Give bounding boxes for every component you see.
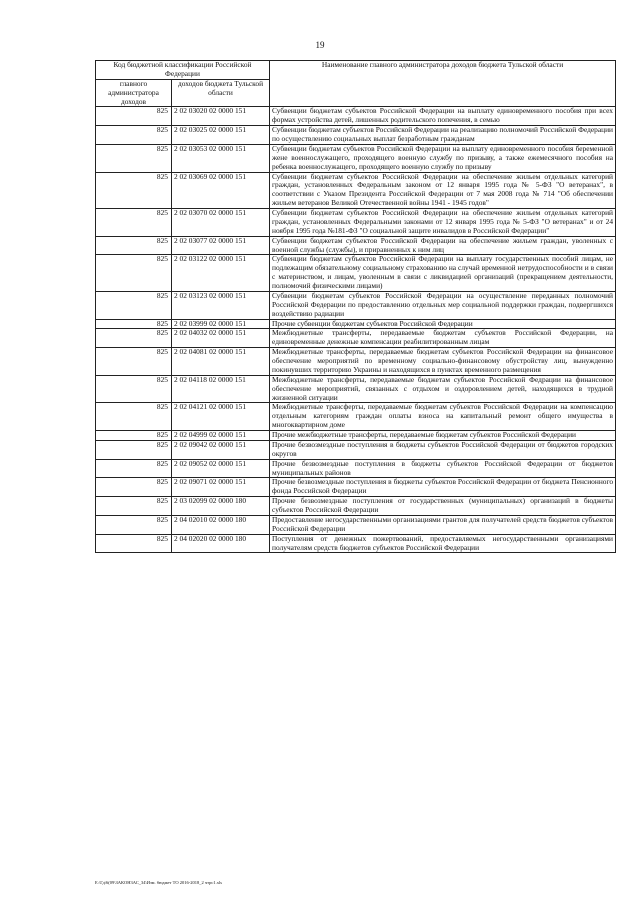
admin-code-cell: 825: [96, 534, 172, 553]
income-code-cell: 2 02 04032 02 0000 151: [172, 329, 270, 348]
table-row: [96, 329, 616, 348]
income-name-cell: Межбюджетные трансферты, передаваемые бюджетам субъектов Российской Федерации на компенсацию отдельным категориям граждан оплаты взноса на капитальный ремонт общего имущества в многоквартирном доме: [270, 403, 616, 431]
income-code-cell: 2 02 03999 02 0000 151: [172, 319, 270, 329]
file-path-footer: E:\Гд\6(09\ЗАКОН3АС_34\Изм. бюджет ТО 2016-2018_2 чтрс1.xls: [95, 880, 222, 885]
table-row: [96, 236, 616, 255]
income-name-cell: Прочие межбюджетные трансферты, передаваемые бюджетам субъектов Российской Федерации: [270, 431, 616, 441]
header-admin-code: главного администратора доходов: [96, 79, 172, 107]
table-row: [96, 534, 616, 553]
table-row: [96, 126, 616, 145]
income-name-cell: Субвенции бюджетам субъектов Российской Федерации на реализацию полномочий Российской Федерации по осуществлению социальных выплат безработным гражданам: [270, 126, 616, 145]
income-code-cell: 2 02 03020 02 0000 151: [172, 107, 270, 126]
income-code-cell: 2 02 09042 02 0000 151: [172, 440, 270, 459]
budget-classification-table: [95, 60, 616, 553]
table-row: [96, 403, 616, 431]
page-number: 19: [315, 40, 325, 50]
admin-code-cell: 825: [96, 459, 172, 478]
income-name-cell: Субвенции бюджетам субъектов Российской Федерации на осуществление переданных полномочий Российской Федерации по предоставлению отдельных мер социальной поддержки граждан, подвергшихся воздействию радиации: [270, 291, 616, 319]
income-name-cell: Субвенции бюджетам субъектов Российской Федерации на выплату государственных пособий лицам, не подлежащим обязательному социальному страхованию на случай временной нетрудоспособности и в связи с материнством, и лицам, уволенным в связи с ликвидацией организаций (прекращением деятельности, полномочий физическими лицами): [270, 255, 616, 292]
income-name-cell: Прочие безвозмездные поступления в бюджеты субъектов Российской Федерации от бюджетов городских округов: [270, 440, 616, 459]
admin-code-cell: 825: [96, 440, 172, 459]
income-code-cell: 2 02 04121 02 0000 151: [172, 403, 270, 431]
income-name-cell: Прочие субвенции бюджетам субъектов Российской Федерации: [270, 319, 616, 329]
income-code-cell: 2 03 02099 02 0000 180: [172, 497, 270, 516]
income-code-cell: 2 02 09052 02 0000 151: [172, 459, 270, 478]
income-name-cell: Предоставление негосударственными организациями грантов для получателей средств бюджетов субъектов Российской Федерации: [270, 515, 616, 534]
table-row: [96, 515, 616, 534]
income-name-cell: Субвенции бюджетам субъектов Российской Федерации на обеспечение жильем граждан, уволенных с военной службы (службы), и приравненных к ним лиц: [270, 236, 616, 255]
table-row: [96, 431, 616, 441]
income-code-cell: 2 02 03123 02 0000 151: [172, 291, 270, 319]
income-name-cell: Межбюджетные трансферты, передаваемые бюджетам субъектов Российской Федерации на финансовое обеспечение мероприятий по временному социально-финансовому обустройству лиц, вынужденно покинувших территорию Украины и находящихся в пунктах временного размещения: [270, 348, 616, 376]
income-name-cell: Субвенции бюджетам субъектов Российской Федерации на обеспечение жильем отдельных категорий граждан, установленных Федеральными законами от 12 января 1995 года № 5-ФЗ "О ветеранах" и от 24 ноября 1995 года №181-ФЗ "О социальной защите инвалидов в Российской Федерации": [270, 209, 616, 237]
table-row: [96, 478, 616, 497]
admin-code-cell: 825: [96, 209, 172, 237]
admin-code-cell: 825: [96, 144, 172, 172]
table-row: [96, 144, 616, 172]
admin-code-cell: 825: [96, 478, 172, 497]
income-code-cell: 2 04 02020 02 0000 180: [172, 534, 270, 553]
income-code-cell: 2 02 04081 02 0000 151: [172, 348, 270, 376]
admin-code-cell: 825: [96, 319, 172, 329]
income-code-cell: 2 02 03077 02 0000 151: [172, 236, 270, 255]
income-name-cell: Прочие безвозмездные поступления от государственных (муниципальных) организаций в бюджеты субъектов Российской Федерации: [270, 497, 616, 516]
admin-code-cell: 825: [96, 172, 172, 209]
admin-code-cell: 825: [96, 329, 172, 348]
admin-code-cell: 825: [96, 107, 172, 126]
table-row: [96, 459, 616, 478]
admin-code-cell: 825: [96, 431, 172, 441]
admin-code-cell: 825: [96, 403, 172, 431]
income-name-cell: Прочие безвозмездные поступления в бюджеты субъектов Российской Федерации от бюджета Пенсионного фонда Российской Федерации: [270, 478, 616, 497]
admin-code-cell: 825: [96, 255, 172, 292]
admin-code-cell: 825: [96, 497, 172, 516]
income-code-cell: 2 02 04999 02 0000 151: [172, 431, 270, 441]
income-name-cell: Прочие безвозмездные поступления в бюджеты субъектов Российской Федерации от бюджетов муниципальных районов: [270, 459, 616, 478]
table-row: [96, 348, 616, 376]
income-code-cell: 2 02 03122 02 0000 151: [172, 255, 270, 292]
table-row: [96, 375, 616, 403]
admin-code-cell: 825: [96, 515, 172, 534]
table-row: [96, 440, 616, 459]
income-name-cell: Субвенции бюджетам субъектов Российской Федерации на выплату единовременного пособия при всех формах устройства детей, лишенных родительского попечения, в семью: [270, 107, 616, 126]
table-row: [96, 107, 616, 126]
income-name-cell: Субвенции бюджетам субъектов Российской Федерации на обеспечение жильем отдельных категорий граждан, установленных Федеральным законом от 12 января 1995 года № 5-ФЗ "О ветеранах", в соответствии с Указом Президента Российской Федерации от 7 мая 2008 года № 714 "Об обеспечении жильем ветеранов Великой Отечественной войны 1941 - 1945 годов": [270, 172, 616, 209]
income-name-cell: Межбюджетные трансферты, передаваемые бюджетам субъектов Российской Федрации на финансовое обеспечение мероприятий, связанных с отдыхом и оздоровлением детей, находящихся в трудной жизненной ситуации: [270, 375, 616, 403]
income-code-cell: 2 02 04118 02 0000 151: [172, 375, 270, 403]
table-row: [96, 291, 616, 319]
admin-code-cell: 825: [96, 291, 172, 319]
income-code-cell: 2 02 03070 02 0000 151: [172, 209, 270, 237]
income-name-cell: Поступления от денежных пожертвований, предоставляемых негосударственными организациями получателям средств бюджетов субъектов Российской Федерации: [270, 534, 616, 553]
income-code-cell: 2 02 03069 02 0000 151: [172, 172, 270, 209]
admin-code-cell: 825: [96, 236, 172, 255]
income-code-cell: 2 02 03053 02 0000 151: [172, 144, 270, 172]
income-code-cell: 2 02 03025 02 0000 151: [172, 126, 270, 145]
table-row: [96, 172, 616, 209]
table-row: [96, 497, 616, 516]
header-administrator-name: Наименование главного администратора доходов бюджета Тульской области: [270, 61, 616, 107]
admin-code-cell: 825: [96, 126, 172, 145]
admin-code-cell: 825: [96, 348, 172, 376]
header-classification-group: Код бюджетной классификации Российской Федерации: [96, 61, 270, 80]
income-code-cell: 2 04 02010 02 0000 180: [172, 515, 270, 534]
header-income-code: доходов бюджета Тульской области: [172, 79, 270, 107]
table-row: [96, 255, 616, 292]
income-code-cell: 2 02 09071 02 0000 151: [172, 478, 270, 497]
admin-code-cell: 825: [96, 375, 172, 403]
income-name-cell: Межбюджетные трансферты, передаваемые бюджетам субъектов Российской Федерации, на единовременные денежные компенсации реабилитированным лицам: [270, 329, 616, 348]
income-name-cell: Субвенции бюджетам субъектов Российской Федерации на выплату единовременного пособия беременной жене военнослужащего, проходящего военную службу по призыву, а также ежемесячного пособия на ребенка военнослужащего, проходящего военную службу по призыву: [270, 144, 616, 172]
table-row: [96, 209, 616, 237]
table-body: [96, 107, 616, 553]
